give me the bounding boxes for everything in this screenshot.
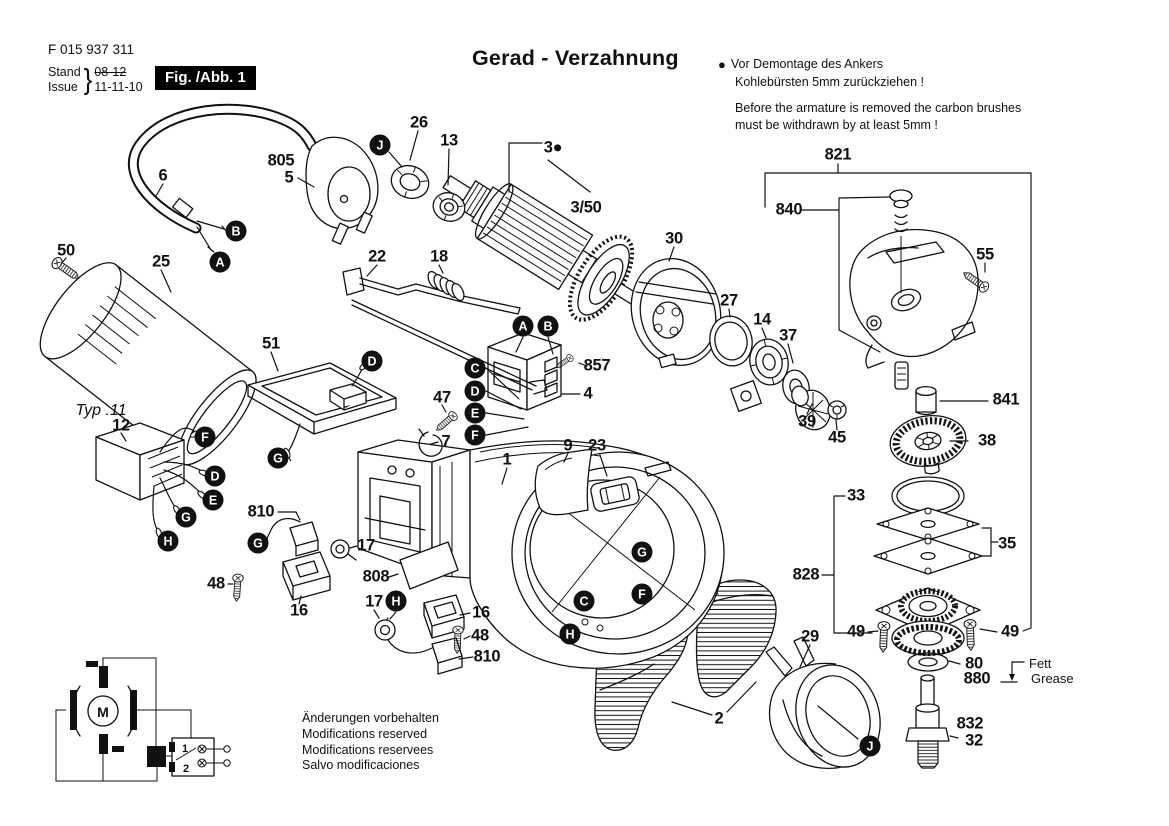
screw-48-left (231, 574, 243, 602)
part-label-9: 9 (563, 436, 573, 455)
wire-callout-d: D (205, 466, 226, 487)
part-label-25: 25 (152, 252, 170, 271)
roller-841 (916, 387, 936, 415)
ring-gear (892, 621, 964, 655)
wire-callout-d: D (465, 381, 486, 402)
wire-callout-h: H (158, 531, 179, 552)
part-label-49: 49 (847, 622, 865, 641)
wire-callout-g: G (248, 533, 269, 554)
grease-note-en: Grease (1031, 671, 1074, 686)
nut-45 (828, 401, 846, 419)
brush-assembly-left (267, 519, 356, 600)
part-label-3: 3● (543, 138, 563, 157)
part-label-880: 880 (963, 669, 991, 688)
grease-note-de: Fett (1029, 656, 1052, 671)
gear-head-housing (850, 230, 978, 368)
type-note: Typ .11 (75, 402, 127, 419)
revision-brace: } (83, 62, 93, 96)
wire-callout-g: G (176, 507, 197, 528)
part-label-14: 14 (753, 310, 771, 329)
notice-de-line2: Kohlebürsten 5mm zurückziehen ! (735, 75, 924, 90)
part-label-48: 48 (207, 574, 225, 593)
screw-47 (433, 410, 459, 434)
part-label-350: 3/50 (570, 198, 602, 217)
part-label-17: 17 (357, 536, 375, 555)
wire-callout-f: F (195, 427, 216, 448)
part-label-37: 37 (779, 326, 797, 345)
part-label-7: 7 (441, 432, 451, 451)
part-label-38: 38 (978, 431, 996, 450)
bevel-gear-38 (887, 411, 970, 479)
wire-callout-a: A (513, 316, 534, 337)
part-label-26: 26 (410, 113, 428, 132)
modifications-line-de: Änderungen vorbehalten (302, 711, 439, 725)
schematic-terminal-2: 2 (182, 763, 190, 775)
screw-49-right (964, 619, 977, 650)
part-label-45: 45 (828, 428, 846, 447)
modifications-line-es: Salvo modificaciones (302, 758, 420, 773)
part-label-30: 30 (665, 229, 683, 248)
part-label-828: 828 (792, 565, 820, 584)
wire-callout-g: G (632, 542, 653, 563)
wire-callout-j: J (860, 736, 881, 757)
wire-callout-h: H (386, 591, 407, 612)
brush-assembly-right (375, 595, 464, 674)
modifications-line-en: Modifications reserved (302, 726, 428, 741)
armature-notice (718, 56, 1058, 135)
power-cord (133, 109, 312, 252)
screw-49-left (877, 621, 890, 652)
wire-callout-b: B (226, 221, 247, 242)
wire-callout-c: C (465, 358, 486, 379)
part-label-48: 48 (471, 626, 489, 645)
spindle-832-32 (906, 675, 949, 768)
wire-callout-j: J (370, 135, 391, 156)
part-label-51: 51 (262, 334, 280, 353)
part-label-47: 47 (433, 388, 451, 407)
part-label-857: 857 (583, 356, 611, 375)
part-label-50: 50 (57, 241, 75, 260)
part-label-832: 832 (956, 714, 984, 733)
part-label-22: 22 (368, 247, 386, 266)
baffle-cone-29 (766, 637, 893, 778)
part-label-2: 2 (714, 709, 724, 728)
part-label-6: 6 (158, 166, 168, 185)
part-label-805: 805 (267, 151, 295, 170)
part-label-810: 810 (247, 502, 275, 521)
wire-callout-g: G (268, 448, 289, 469)
gasket-35-upper (877, 508, 979, 540)
issue-label: Issue (48, 79, 78, 94)
revision-block (48, 64, 143, 95)
notice-bullet-icon: ● (718, 57, 726, 72)
part-label-808: 808 (362, 567, 390, 586)
wire-callout-e: E (203, 490, 224, 511)
part-label-13: 13 (440, 131, 458, 150)
wire-callout-f: F (632, 584, 653, 605)
page-title: Gerad - Verzahnung (472, 46, 679, 70)
wire-callout-c: C (574, 591, 595, 612)
part-label-4: 4 (583, 384, 593, 403)
part-label-1: 1 (502, 450, 512, 469)
part-label-840: 840 (775, 200, 803, 219)
part-label-23: 23 (588, 436, 606, 455)
issue-value: 11-11-10 (94, 79, 143, 94)
schematic-motor-label: M (97, 704, 109, 720)
wire-callout-f: F (465, 425, 486, 446)
part-label-18: 18 (430, 247, 448, 266)
gasket-35-lower (874, 538, 982, 574)
part-label-35: 35 (998, 534, 1016, 553)
key-block (731, 381, 762, 412)
wire-callout-b: B (538, 316, 559, 337)
part-label-16: 16 (290, 601, 308, 620)
mains-plug (298, 137, 378, 244)
part-label-16: 16 (472, 603, 490, 622)
part-label-55: 55 (976, 245, 994, 264)
part-label-49: 49 (1001, 622, 1019, 641)
document-part-number: F 015 937 311 (48, 42, 135, 57)
ring-26 (387, 160, 434, 203)
part-label-17: 17 (365, 592, 383, 611)
wire-callout-d: D (362, 351, 383, 372)
part-label-80: 80 (965, 654, 983, 673)
wire-callout-e: E (465, 403, 486, 424)
notice-en-line2: must be withdrawn by at least 5mm ! (735, 118, 938, 133)
stand-label: Stand (48, 64, 81, 79)
grease-arrow (1001, 662, 1024, 682)
part-label-39: 39 (798, 412, 816, 431)
part-label-29: 29 (801, 627, 819, 646)
stand-value-old: 08-12 (94, 64, 127, 79)
part-label-841: 841 (992, 390, 1020, 409)
figure-label: Fig. /Abb. 1 (155, 66, 256, 90)
modifications-note (302, 711, 439, 774)
notice-de-line1: Vor Demontage des Ankers (730, 57, 884, 71)
part-label-27: 27 (720, 291, 738, 310)
wire-callout-h: H (560, 624, 581, 645)
part-label-32: 32 (965, 731, 983, 750)
part-label-12: 12 (112, 416, 130, 435)
part-label-33: 33 (847, 486, 865, 505)
modifications-line-fr: Modifications reservees (302, 742, 434, 757)
wire-callout-a: A (210, 252, 231, 273)
schematic-terminal-1: 1 (181, 743, 189, 755)
part-label-5: 5 (284, 168, 294, 187)
wiring-schematic (56, 658, 230, 781)
part-label-810: 810 (473, 647, 501, 666)
notice-en-line1: Before the armature is removed the carbon brushes (735, 100, 1022, 115)
part-label-821: 821 (824, 145, 852, 164)
